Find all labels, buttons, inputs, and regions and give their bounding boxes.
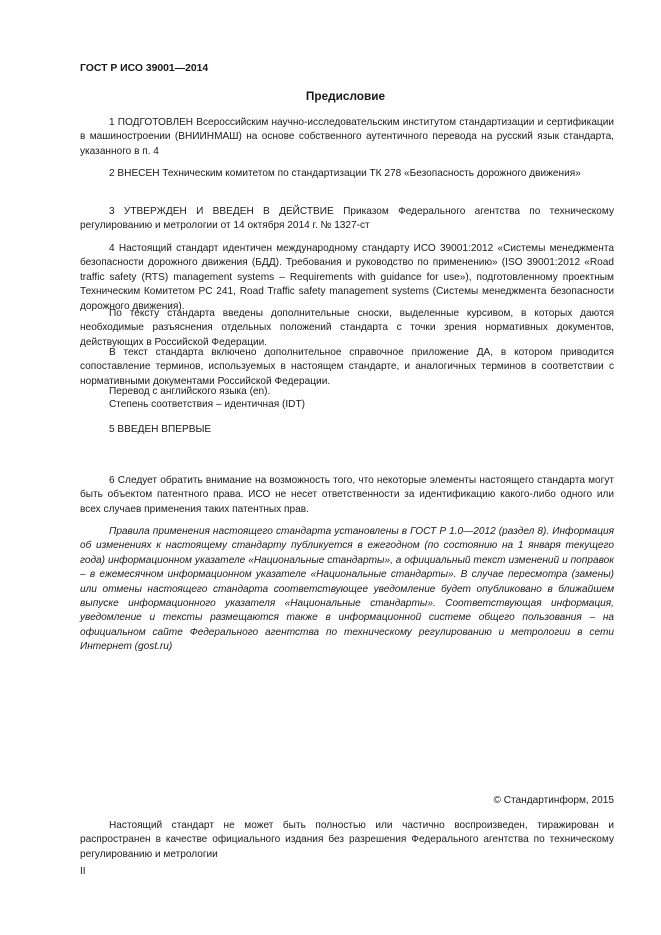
item-4-annex: В текст стандарта включено дополнительное справочное приложение ДА, в котором приводится сопоставление терминов, используемых в настоящем стандарте, и аналогичных терминов в соответствии с нормативными документами Российской Федерации. <box>80 347 614 387</box>
item-1: 1 ПОДГОТОВЛЕН Всероссийским научно-исследовательским институтом стандартизации и сертификации в машиностроении (ВНИИНМАШ) на основе собственного аутентичного перевода на русский язык стандарта, указанного в п. 4 <box>80 117 614 157</box>
item-6: 6 Следует обратить внимание на возможность того, что некоторые элементы настоящего стандарта могут быть объектом патентного права. ИСО не несет ответственности за идентификацию какого-либо одного или всех случаев применения таких патентных прав. <box>80 475 614 515</box>
item-4-degree: Степень соответствия – идентичная (IDT) <box>109 399 305 410</box>
item-4-translation: Перевод с английского языка (en). <box>109 386 271 397</box>
page-number: II <box>80 866 86 877</box>
item-4: 4 Настоящий стандарт идентичен международному стандарту ИСО 39001:2012 «Системы менеджмента безопасности дорожного движения (БДД). Требования и руководство по применению» (ISO 39001:2012 «Road traffic safety (RTS) management systems – Requirements with guidance for use»), подготовленному проектным Техническим Комитетом PC 241, Road Traffic safety management systems (Системы менеджмента безопасности дорожного движения). <box>80 243 614 312</box>
copyright: © Стандартинформ, 2015 <box>493 795 614 806</box>
item-2: 2 ВНЕСЕН Техническим комитетом по стандартизации ТК 278 «Безопасность дорожного движения» <box>109 168 581 179</box>
item-5: 5 ВВЕДЕН ВПЕРВЫЕ <box>109 424 212 435</box>
rules-note: Правила применения настоящего стандарта установлены в ГОСТ Р 1.0—2012 (раздел 8). Информация об изменениях к настоящему стандарту публикуется в ежегодном (по состоянию на 1 января текущего года) информационном указателе «Национальные стандарты», а официальный текст изменений и поправок – в ежемесячном информационном указателе «Национальные стандарты». В случае пересмотра (замены) или отмены настоящего стандарта соответствующее уведомление будет опубликовано в ближайшем выпуске информационного указателя «Национальные стандарты». Соответствующая информация, уведомление и тексты размещаются также в информационной системе общего пользования – на официальном сайте Федерального агентства по техническому регулированию и метрологии в сети Интернет (gost.ru) <box>80 526 614 653</box>
item-4-footnotes: По тексту стандарта введены дополнительные сноски, выделенные курсивом, в которых даются необходимые разъяснения отдельных положений стандарта с точки зрения нормативных документов, действующих в Российской Федерации. <box>80 308 614 348</box>
legal-notice: Настоящий стандарт не может быть полностью или частично воспроизведен, тиражирован и распространен в качестве официального издания без разрешения Федерального агентства по техническому регулированию и метрологии <box>80 820 614 860</box>
document-code: ГОСТ Р ИСО 39001—2014 <box>80 63 209 74</box>
item-3: 3 УТВЕРЖДЕН И ВВЕДЕН В ДЕЙСТВИЕ Приказом Федерального агентства по техническому регулированию и метрологии от 14 октября 2014 г. № 1327-ст <box>80 206 614 232</box>
page-title: Предисловие <box>305 89 386 103</box>
